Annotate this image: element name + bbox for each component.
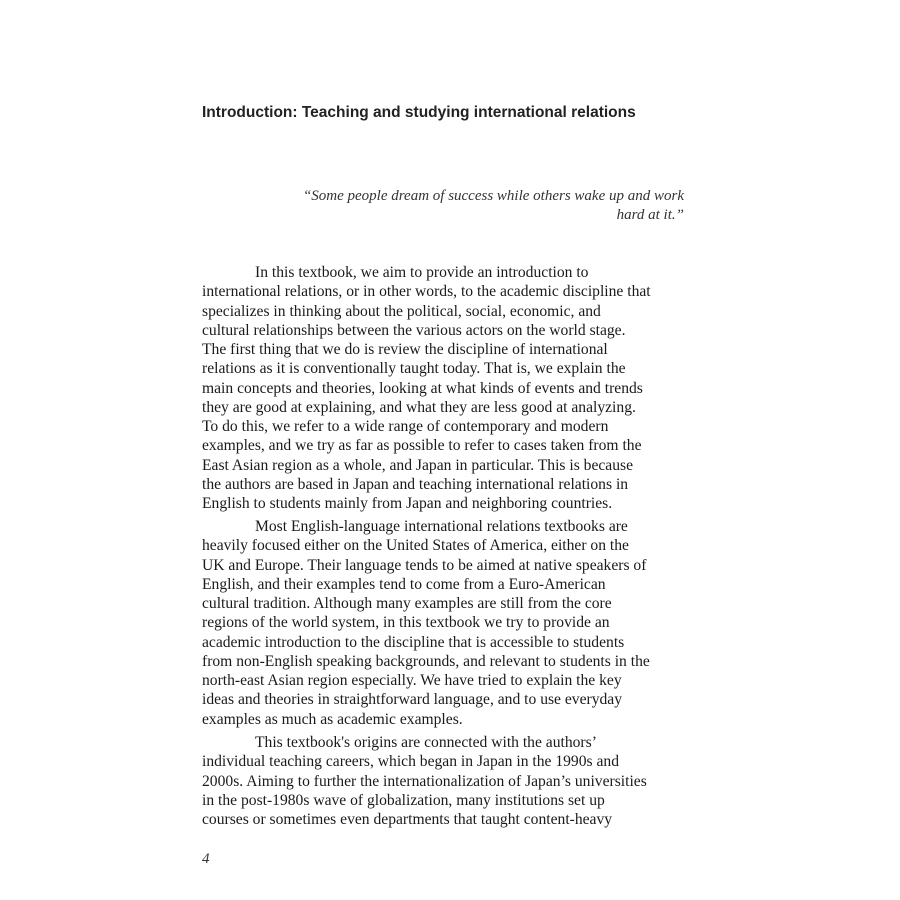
text-line: East Asian region as a whole, and Japan in particular. This is because — [202, 456, 634, 474]
text-line: cultural tradition. Although many examples are still from the core — [202, 595, 612, 612]
text-line: examples as much as academic examples. — [202, 710, 463, 728]
text-line: English, and their examples tend to come from a Euro-American — [202, 575, 606, 593]
text-line: courses or sometimes even departments that taught content-heavy — [202, 811, 613, 828]
text-line: Most English-language international relations textbooks are — [255, 518, 628, 535]
text-line: relations as it is conventionally taught today. That is, we explain the — [202, 360, 626, 378]
text-line: regions of the world system, in this textbook we try to provide an — [202, 614, 610, 632]
text-line: English to students mainly from Japan and neighboring countries. — [202, 495, 613, 512]
text-line: UK and Europe. Their language tends to be aimed at native speakers of — [202, 556, 647, 574]
paragraph-1 — [202, 263, 651, 513]
text-line: they are good at explaining, and what they are less good at analyzing. — [202, 398, 636, 416]
text-line: cultural relationships between the various actors on the world stage. — [202, 321, 626, 339]
text-line: individual teaching careers, which began in Japan in the 1990s and — [202, 753, 620, 771]
text-line: in the post-1980s wave of globalization, many institutions set up — [202, 791, 605, 809]
text-line: international relations, or in other words, to the academic discipline that — [202, 283, 651, 301]
text-line: ideas and theories in straightforward language, and to use everyday — [202, 691, 623, 709]
text-line: 2000s. Aiming to further the internationalization of Japan’s universities — [202, 772, 647, 790]
text-line: north-east Asian region especially. We have tried to explain the key — [202, 672, 622, 689]
paragraph-2 — [202, 517, 650, 729]
text-line: academic introduction to the discipline that is accessible to students — [202, 633, 625, 651]
paragraph-3 — [202, 733, 647, 829]
page-number: 4 — [202, 851, 210, 867]
text-line: examples, and we try as far as possible to refer to cases taken from the — [202, 437, 642, 455]
text-line: specializes in thinking about the political, social, economic, and — [202, 302, 601, 320]
text-line: from non-English speaking backgrounds, and relevant to students in the — [202, 652, 650, 670]
text-line: The first thing that we do is review the discipline of international — [202, 341, 608, 358]
text-line: In this textbook, we aim to provide an introduction to — [255, 264, 589, 281]
chapter-heading: Introduction: Teaching and studying international relations — [202, 104, 636, 121]
text-line: This textbook's origins are connected with the authors’ — [255, 734, 597, 751]
epigraph-line: hard at it.” — [616, 206, 684, 223]
text-line: heavily focused either on the United States of America, either on the — [202, 537, 629, 555]
text-line: main concepts and theories, looking at what kinds of events and trends — [202, 379, 643, 397]
epigraph — [303, 187, 684, 224]
epigraph-line: “Some people dream of success while others wake up and work — [302, 188, 684, 204]
text-line: To do this, we refer to a wide range of contemporary and modern — [202, 418, 609, 435]
text-line: the authors are based in Japan and teaching international relations in — [202, 475, 629, 493]
